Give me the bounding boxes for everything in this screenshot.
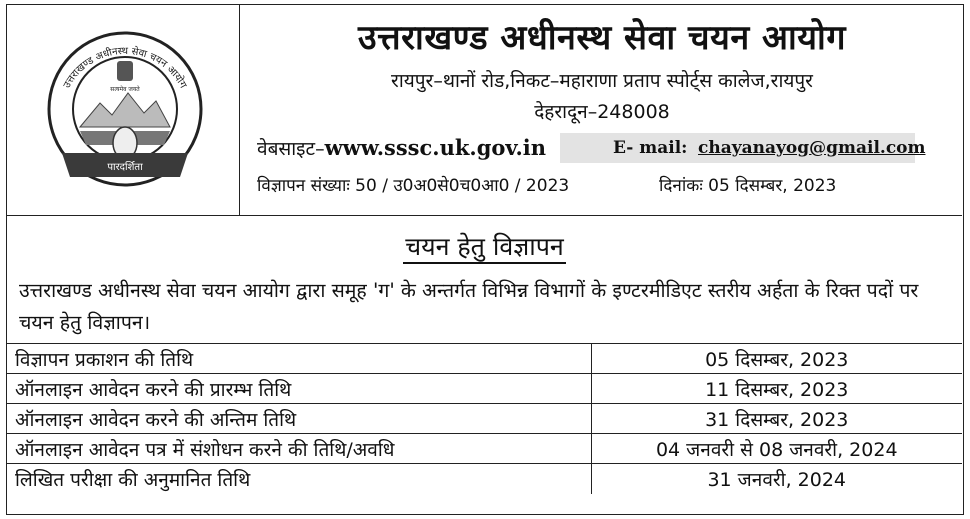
section-title: चयन हेतु विज्ञापन bbox=[403, 232, 566, 264]
schedule-label: विज्ञापन प्रकाशन की तिथि bbox=[7, 344, 591, 374]
notice-header bbox=[7, 5, 962, 216]
seal-ribbon-text: पारदर्शिता bbox=[107, 162, 143, 173]
organization-title: उत्तराखण्ड अधीनस्थ सेवा चयन आयोग bbox=[358, 18, 846, 58]
logo-cell bbox=[7, 5, 240, 215]
schedule-label: ऑनलाइन आवेदन करने की अन्तिम तिथि bbox=[7, 404, 591, 434]
table-row bbox=[7, 344, 962, 374]
advertisement-number: विज्ञापन संख्याः 50 / उ0अ0से0च0आ0 / 2023 bbox=[257, 176, 570, 196]
notice-sheet bbox=[6, 4, 964, 515]
schedule-label: ऑनलाइन आवेदन करने की प्रारम्भ तिथि bbox=[7, 374, 591, 404]
email-link[interactable]: chayanayog@gmail.com bbox=[698, 138, 926, 158]
website-row bbox=[257, 135, 546, 161]
address-line-1: रायपुर–थानों रोड,निकट–महाराणा प्रताप स्पोर्ट्स कालेज,रायपुर bbox=[391, 70, 813, 92]
schedule-table bbox=[7, 343, 962, 494]
website-link[interactable]: www.sssc.uk.gov.in bbox=[324, 135, 547, 160]
schedule-value: 31 दिसम्बर, 2023 bbox=[591, 404, 962, 434]
table-row bbox=[7, 464, 962, 494]
seal-ring-text: उत्तराखण्ड अधीनस्थ सेवा चयन आयोग bbox=[61, 45, 189, 91]
table-row bbox=[7, 404, 962, 434]
contact-line bbox=[257, 133, 947, 163]
section-title-wrap bbox=[7, 229, 962, 263]
table-row bbox=[7, 374, 962, 404]
schedule-value: 31 जनवरी, 2024 bbox=[591, 464, 962, 494]
schedule-value: 04 जनवरी से 08 जनवरी, 2024 bbox=[591, 434, 962, 464]
notice-description: उत्तराखण्ड अधीनस्थ सेवा चयन आयोग द्वारा समूह 'ग' के अन्तर्गत विभिन्न विभागों के इण्टरमीडिएट स्तरीय अर्हता के रिक्त पदों पर चयन हेतु विज्ञापन। bbox=[19, 279, 919, 334]
address-line-2: देहरादून–248008 bbox=[534, 101, 670, 123]
schedule-value: 11 दिसम्बर, 2023 bbox=[591, 374, 962, 404]
emblem-motto: सत्यमेव जयते bbox=[110, 86, 140, 93]
email-label: E- mail: bbox=[613, 138, 688, 158]
table-row bbox=[7, 434, 962, 464]
commission-seal-icon bbox=[40, 27, 210, 199]
advertisement-line bbox=[257, 173, 947, 196]
schedule-label: लिखित परीक्षा की अनुमानित तिथि bbox=[7, 464, 591, 494]
website-label: वेबसाइट– bbox=[257, 138, 325, 160]
advertisement-date: दिनांकः 05 दिसम्बर, 2023 bbox=[659, 176, 837, 196]
schedule-value: 05 दिसम्बर, 2023 bbox=[591, 344, 962, 374]
schedule-label: ऑनलाइन आवेदन पत्र में संशोधन करने की तिथि/अवधि bbox=[7, 434, 591, 464]
